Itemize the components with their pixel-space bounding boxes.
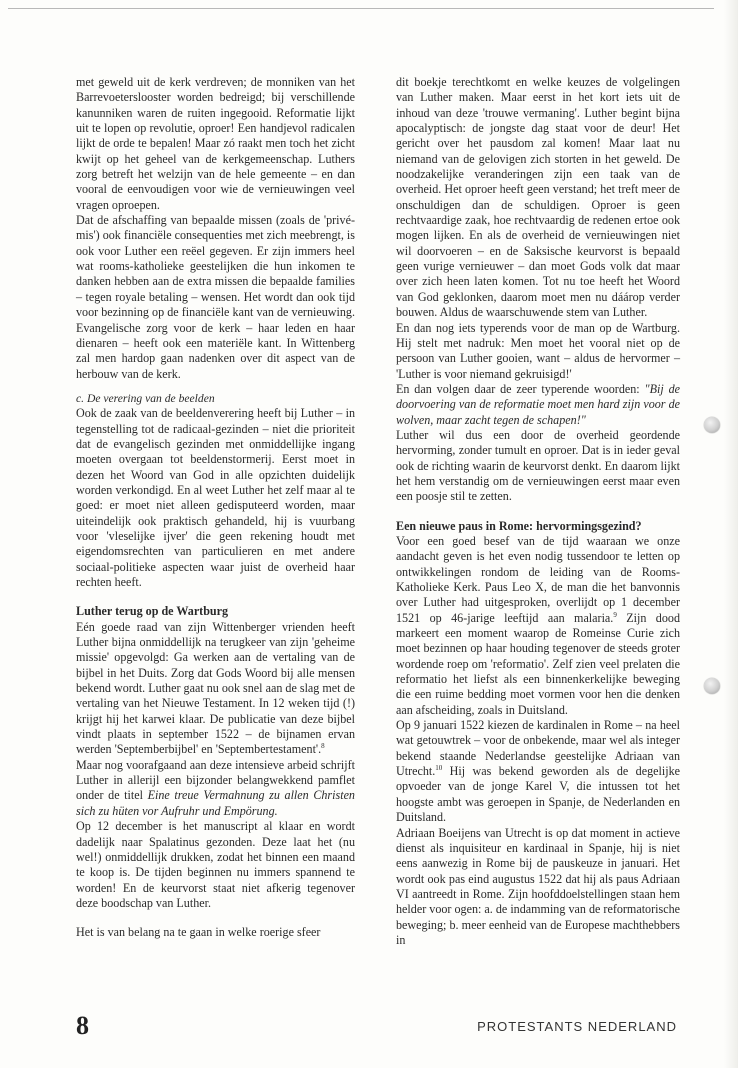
body-paragraph (76, 620, 355, 758)
body-paragraph (396, 534, 680, 718)
body-paragraph: Dat de afschaffing van bepaalde missen (zoals de 'privé-mis') ook financiële consequenties met zich meebrengt, is ook voor Luther een reëel gegeven. Er zijn immers heel wat rooms-katholieke geestelijken die hun inkomen te danken hebben aan de extra missen die bepaalde families – tegen royale betaling – wensen. Het wordt dan ook tijd voor bezinning op de financiële kant van de vernieuwing. Evangelische zorg voor de kerk – haar leden en haar dienaren – heeft ook een materiële kant. In Wittenberg zal men hardop gaan nadenken over dit aspect van de herbouw van de kerk. (76, 213, 355, 381)
paragraph-text: Maar nog voorafgaand aan deze intensieve arbeid schrijft Luther in allerijl een bijzonder belangwekkend pamflet onder de titel (76, 757, 355, 803)
body-paragraph: Adriaan Boeijens van Utrecht is op dat moment in actieve dienst als inquisiteur en kardinaal in Spanje, hij is niet eens aanwezig in Rome bij de pauskeuze in januari. Het wordt ook pas eind augustus 1522 dat hij als paus Adriaan VI aantreedt in Rome. Zijn hoofddoelstellingen staan hem helder voor ogen: a. de indamming van de reformatorische beweging; b. meer eenheid van de Europese machthebbers in (396, 825, 680, 947)
luther-quote: "Bij de doorvoering van de reformatie moet men hard zijn voor de wolven, maar zacht tegen de schapen!" (396, 381, 680, 427)
paragraph-text: Zijn dood markeert een moment waarop de Romeinse Curie zich moet bezinnen op haar houding tegenover de steeds groter wordende roep om 'reformatio'. Zelf zien veel prelaten die reformatio het liefst als een binnenkerkelijke beweging die een ruime bedding moet vormen voor hen die denken aan afscheiding, zoals in Duitsland. (396, 610, 680, 717)
body-paragraph (396, 718, 680, 825)
footnote-marker: 10 (435, 764, 443, 773)
binder-hole (704, 417, 720, 433)
section-heading: Een nieuwe paus in Rome: hervormingsgezind? (396, 518, 642, 533)
left-column (76, 75, 355, 941)
paragraph-text: En dan volgen daar de zeer typerende woorden: (396, 381, 645, 396)
body-paragraph: Het is van belang na te gaan in welke roerige sfeer (76, 925, 321, 940)
body-paragraph: Ook de zaak van de beeldenverering heeft bij Luther – in tegenstelling tot de radicaal-gezinden – niet die prioriteit dat de evangelisch gezinden met onmiddellijke ingang moeten overgaan tot beeldenstormerij. Eerst moet in dezen het Woord van God in alle opzichten duidelijk worden verkondigd. En al weet Luther het zelf maar al te goed: er moet niet alleen gedisputeerd worden, maar uiteindelijk ook praktisch gehandeld, hij is vuurbang voor 'vleselijke ijver' die geen rekening houdt met eigendomsrechten van particulieren en met andere sociaal-politieke aspecten waar juist de overheid haar rechten heeft. (76, 406, 355, 589)
page-number: 8 (76, 1011, 89, 1040)
paragraph-text: Eén goede raad van zijn Wittenberger vrienden heeft Luther bijna onmiddellijk na terugkeer van zijn 'geheime missie' opgevolgd: Ga werken aan de vertaling van de bijbel in het Duits. Zorg dat Gods Woord bij alle mensen bekend wordt. Luther gaat nu ook snel aan de slag met de vertaling van het Nieuwe Testament. In 12 weken tijd (!) krijgt hij het karwei klaar. De publicatie van deze bijbel vindt plaats in september 1522 – de bijnamen ervan werden 'Septemberbijbel' en 'Septembertestament'. (76, 619, 355, 757)
body-paragraph: Op 12 december is het manuscript al klaar en wordt dadelijk naar Spalatinus gezonden. Deze laat het (nu wel!) onmiddellijk drukken, zodat het binnen een maand te koop is. De tijden beginnen nu immers spannend te worden! En de keurvorst staat niet afkerig tegenover deze boodschap van Luther. (76, 819, 355, 910)
body-paragraph (76, 758, 355, 819)
section-heading: Luther terug op de Wartburg (76, 604, 229, 619)
body-paragraph: Luther wil dus een door de overheid geordende hervorming, zonder tumult en oproer. Dat is in ieder geval ook de richting waarin de keurvorst denkt. En daarom lijkt het hem verstandig om de vernieuwingen eerst maar even een poosje stil te zetten. (396, 427, 680, 504)
footnote-marker: 8 (321, 742, 325, 751)
body-paragraph (396, 382, 680, 428)
paragraph-text: Hij was bekend geworden als de degelijke opvoeder van de jonge Karel V, die intussen tot het hoogste ambt was geroepen in Spanje, de Nederlanden en Duitsland. (396, 764, 680, 825)
page-edge-shadow (724, 0, 738, 1068)
subsection-heading: c. De verering van de beelden (76, 391, 215, 405)
footnote-marker: 9 (613, 610, 617, 619)
right-column (396, 75, 680, 948)
pamphlet-title: Eine treue Vermahnung zu allen Christen sich zu hüten vor Aufruhr und Empörung. (76, 788, 355, 818)
body-paragraph: met geweld uit de kerk verdreven; de monniken van het Barrevoeterslooster worden bedreigd; bij verschillende kanunniken waren de ruiten ingegooid. Reformatie lijkt uit te lopen op revolutie, oproer! Een handjevol radicalen lijkt de orde te bepalen! Maar zó raakt men toch het zicht kwijt op het geheel van de kerkgemeenschap. Luthers zorg betreft het welzijn van de hele gemeente – en dan vooral de eenvoudigen voor wie de vernieuwingen veel vragen oproepen. (76, 75, 355, 212)
body-paragraph: dit boekje terechtkomt en welke keuzes de volgelingen van Luther maken. Maar eerst in het kort iets uit de inhoud van deze 'trouwe vermaning'. Luther begint bijna apocalyptisch: de jongste dag staat voor de deur! Het gericht over het pausdom zal komen! Maar laat nu niemand van de gelovigen zich storten in het geweld. De noodzakelijke veranderingen zijn een taak van de overheid. Het oproer heeft geen verstand; het treft meer de onschuldigen dan de schuldigen. Oproer is geen rechtvaardige zaak, hoe rechtvaardig de redenen ertoe ook mogen lijken. En als de overheid de vernieuwingen niet wil doorvoeren – en de Saksische keurvorst is bepaald geen vurige vernieuwer – dan moet Gods volk dat maar over zich heen laten komen. Tot nu toe heeft het Woord van God geklonken, daarom moet men nu dáárop verder bouwen. Aldus de waarschuwende stem van Luther. (396, 75, 680, 320)
publication-title: PROTESTANTS NEDERLAND (477, 1019, 677, 1034)
paragraph-text: Op 9 januari 1522 kiezen de kardinalen in Rome – na heel wat getouwtrek – voor de onbekende, maar wel als integer bekend staande Nederlandse geestelijke Adriaan van Utrecht. (396, 718, 680, 779)
paragraph-text: Voor een goed besef van de tijd waaraan we onze aandacht geven is het even nodig tussendoor te letten op ontwikkelingen rondom de leiding van de Rooms-Katholieke Kerk. Paus Leo X, de man die het banvonnis over Luther had uitgesproken, overlijdt op 1 december 1521 op 46-jarige leeftijd aan malaria. (396, 533, 680, 625)
binder-hole (704, 678, 720, 694)
top-rule (8, 8, 714, 9)
body-paragraph: En dan nog iets typerends voor de man op de Wartburg. Hij stelt met nadruk: Men moet het vooral niet op de persoon van Luther gooien, want – aldus de hervormer – 'Luther is voor niemand gekruisigd!' (396, 320, 680, 381)
